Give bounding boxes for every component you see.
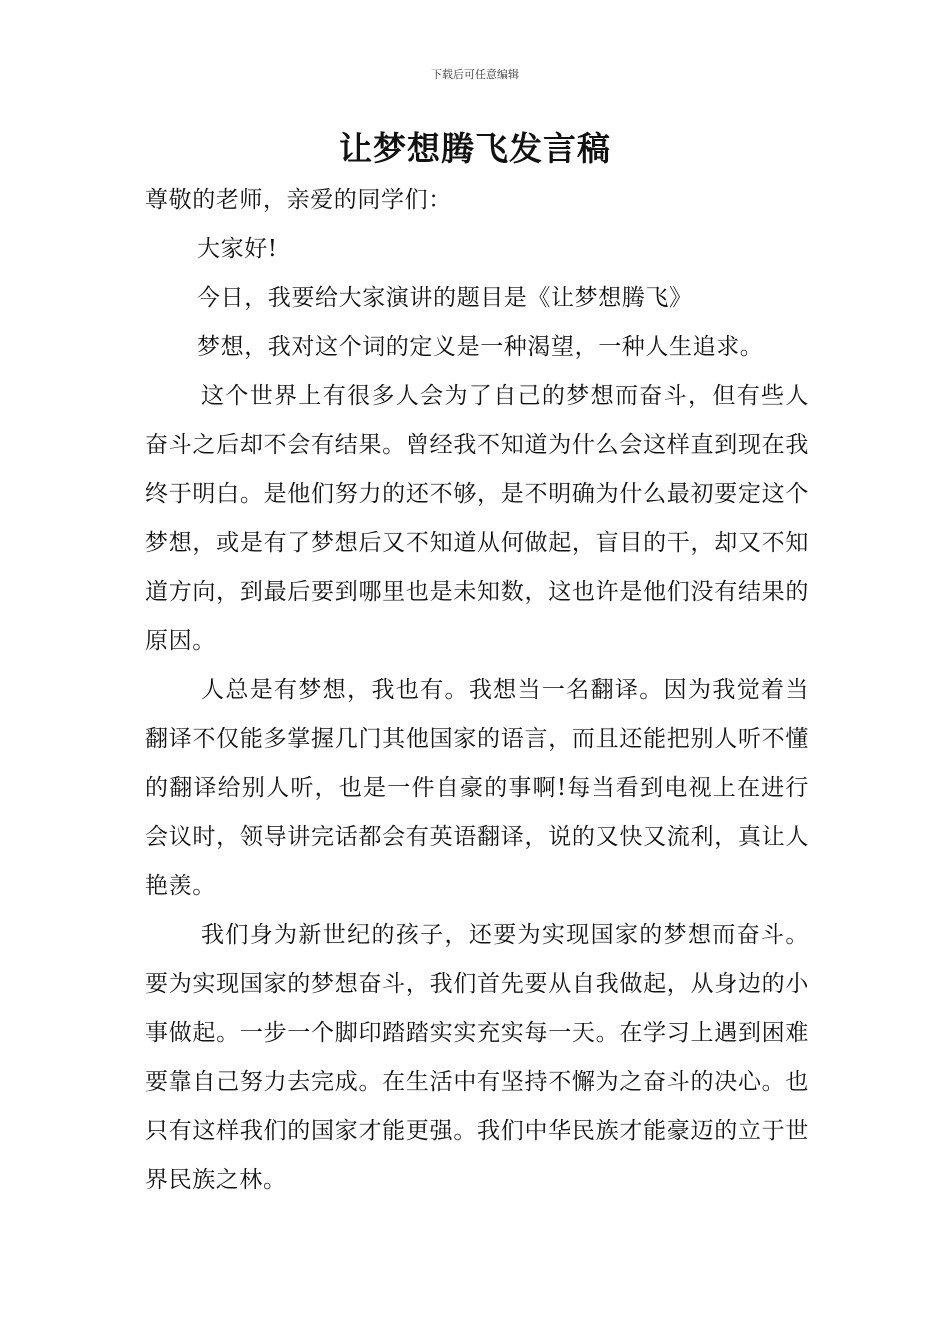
paragraph-national-dream: 我们身为新世纪的孩子，还要为实现国家的梦想而奋斗。要为实现国家的梦想奋斗，我们首先要从自我做起，从身边的小事做起。一步一个脚印踏踏实实充实每一天。在学习上遇到困难要靠自己努力去完成。在生活中有坚持不懈为之奋斗的决心。也只有这样我们的国家才能更强。我们中华民族才能豪迈的立于世界民族之林。	[145, 922, 809, 1193]
header-note: 下载后可任意编辑	[431, 68, 519, 81]
document-title: 让梦想腾飞发言稿	[339, 129, 611, 168]
paragraph-topic: 今日，我要给大家演讲的题目是《让梦想腾飞》	[197, 285, 693, 311]
paragraph-struggle: 这个世界上有很多人会为了自己的梦想而奋斗，但有些人奋斗之后却不会有结果。曾经我不知道为什么会这样直到现在我终于明白。是他们努力的还不够，是不明确为什么最初要定这个梦想，或是有了梦想后又不知道从何做起，盲目的干，却又不知道方向，到最后要到哪里也是未知数，这也许是他们没有结果的原因。	[145, 383, 809, 654]
paragraph-definition: 梦想，我对这个词的定义是一种渴望，一种人生追求。	[197, 334, 764, 360]
paragraph-translator-dream: 人总是有梦想，我也有。我想当一名翻译。因为我觉着当翻译不仅能多掌握几门其他国家的语言，而且还能把别人听不懂的翻译给别人听，也是一件自豪的事啊!每当看到电视上在进行会议时，领导讲完话都会有英语翻译，说的又快又流利，真让人艳羡。	[145, 677, 809, 899]
salutation: 尊敬的老师，亲爱的同学们：	[145, 187, 452, 213]
paragraph-greeting: 大家好!	[197, 236, 278, 262]
document-body	[145, 176, 809, 1205]
